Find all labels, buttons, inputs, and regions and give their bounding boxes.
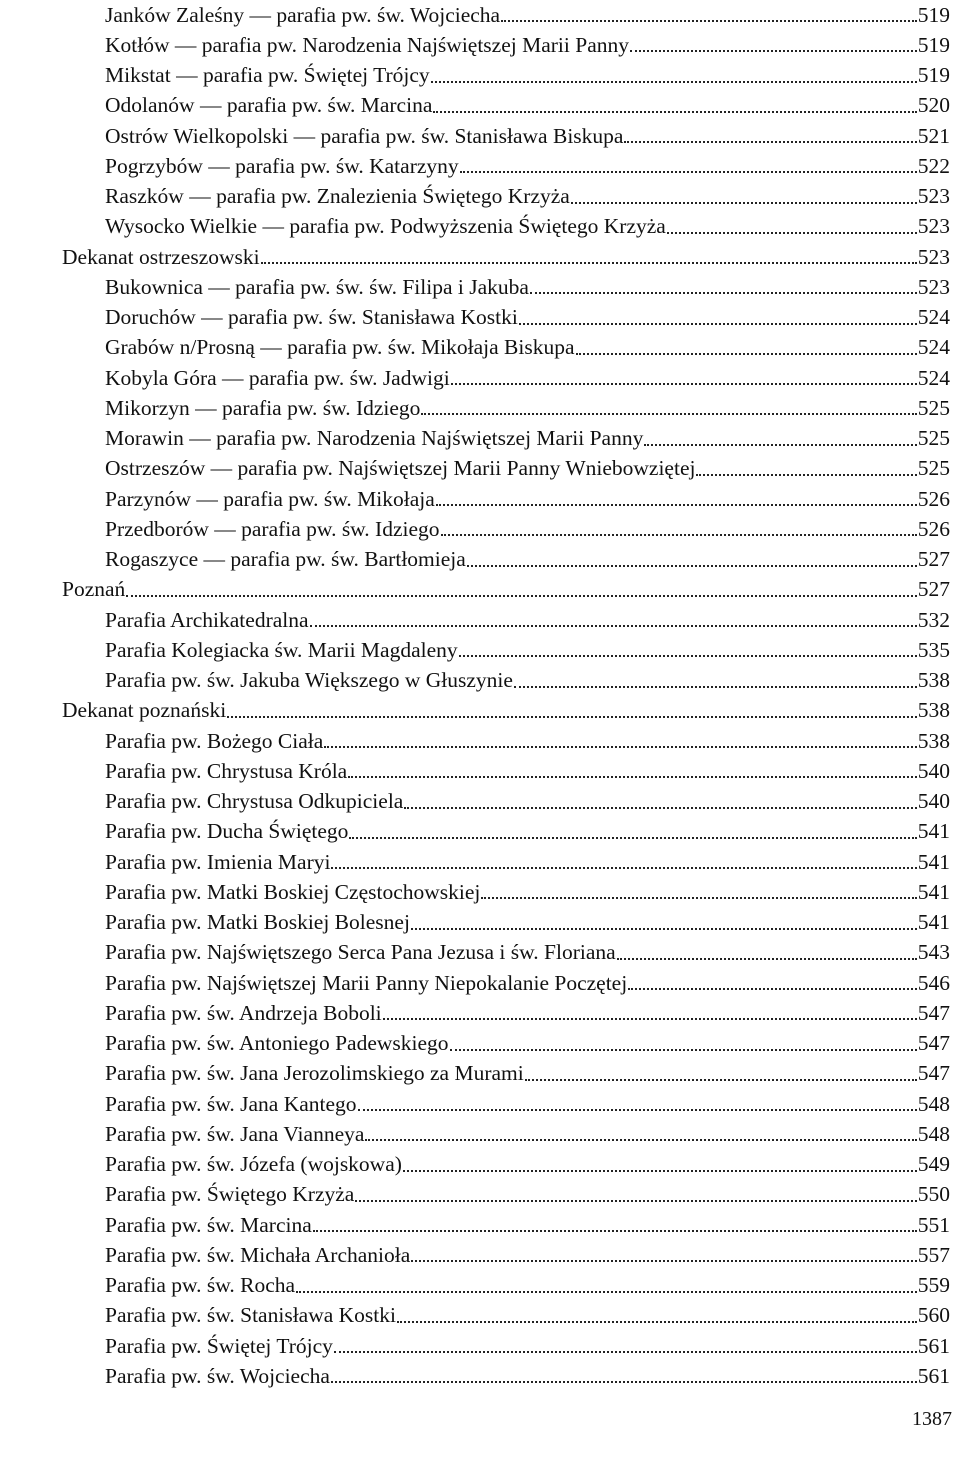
toc-entry-page: 525 [917,395,950,420]
toc-entry-page: 538 [917,698,950,723]
toc-entry-page: 522 [917,153,950,178]
dot-leader [403,1170,917,1172]
toc-entry [62,1206,950,1236]
toc-entry [62,601,950,631]
dot-leader [227,716,917,718]
toc-entry-title: Pogrzybów — parafia pw. św. Katarzyny [105,153,459,178]
toc-entry-title: Grabów n/Prosną — parafia pw. św. Mikołaja Biskupa [105,335,575,360]
dot-leader [460,171,917,173]
toc-entry-title: Rogaszyce — parafia pw. św. Bartłomieja [105,547,466,571]
toc-entry [62,1297,950,1327]
dot-leader [331,1381,917,1383]
toc-entry-title: Parafia Archikatedralna [105,607,309,632]
toc-entry-page: 521 [917,123,950,148]
toc-entry-title: Parafia pw. Bożego Ciała [105,728,324,753]
toc-entry [62,147,950,177]
toc-entry-page: 527 [917,577,950,602]
page-number: 1387 [912,1408,952,1430]
toc-entry-title: Parafia pw. Matki Boskiej Częstochowskiej [105,879,481,904]
toc-entry-page: 547 [917,1000,950,1025]
toc-entry-title: Parafia pw. św. Jana Kantego [105,1091,357,1116]
toc-entry [62,389,950,419]
toc-entry-page: 526 [917,516,950,541]
toc-entry-title: Kotłów — parafia pw. Narodzenia Najświętszej Marii Panny [105,32,629,57]
dot-leader [617,958,917,960]
toc-entry-title: Parafia pw. św. Marcina [105,1212,312,1237]
toc-entry [62,843,950,873]
toc-entry [62,782,950,812]
toc-entry [62,571,950,601]
toc-entry-page: 538 [917,728,950,753]
toc-entry [62,56,950,86]
toc-entry [62,813,950,843]
dot-leader [365,1139,916,1141]
toc-entry [62,540,950,570]
toc-entry [62,994,950,1024]
dot-leader [126,595,916,597]
toc-entry-title: Parafia pw. Najświętszej Marii Panny Niepokalanie Poczętej [105,970,628,995]
toc-entry [62,177,950,207]
toc-entry-title: Parafia pw. św. Józefa (wojskowa) [105,1152,402,1176]
toc-entry-page: 540 [917,789,950,813]
toc-entry-title: Mikstat — parafia pw. Świętej Trójcy [105,63,430,87]
toc-entry-page: 543 [917,940,950,965]
toc-entry [62,87,950,117]
toc-entry-page: 546 [917,970,950,995]
dot-leader [576,353,917,355]
toc-entry-title: Parafia Kolegiacka św. Marii Magdaleny [105,637,458,662]
toc-entry-title: Parafia pw. Chrystusa Odkupiciela [105,789,404,813]
toc-entry-page: 561 [917,1363,950,1388]
toc-entry-page: 535 [917,637,950,662]
dot-leader [630,50,917,52]
dot-leader [355,1200,916,1202]
toc-entry [62,1357,950,1387]
table-of-contents [62,0,950,1387]
dot-leader [349,837,916,839]
dot-leader [624,141,916,143]
toc-entry [62,450,950,480]
dot-leader [433,111,916,113]
toc-entry-page: 547 [917,1031,950,1055]
toc-entry-title: Janków Zaleśny — parafia pw. św. Wojciecha [105,2,501,27]
toc-entry [62,298,950,328]
toc-entry-page: 561 [917,1333,950,1358]
dot-leader [348,776,917,778]
toc-entry [62,873,950,903]
toc-entry-title: Przedborów — parafia pw. św. Idziego [105,516,440,541]
toc-entry-title: Parafia pw. św. Antoniego Padewskiego [105,1031,449,1055]
toc-entry-title: Parafia pw. Imienia Maryi [105,849,331,874]
toc-entry [62,631,950,661]
dot-leader [331,867,916,869]
toc-entry-title: Dekanat poznański [62,698,227,723]
dot-leader [261,262,917,264]
toc-entry-page: 526 [917,486,950,511]
dot-leader [411,928,917,930]
toc-entry-title: Morawin — parafia pw. Narodzenia Najświętszej Marii Panny [105,426,644,450]
toc-entry-page: 541 [917,879,950,904]
toc-entry [62,964,950,994]
toc-entry-page: 532 [917,607,950,632]
dot-leader [525,1079,917,1081]
toc-entry-page: 525 [917,426,950,450]
toc-entry-title: Doruchów — parafia pw. św. Stanisława Kostki [105,305,518,329]
toc-entry [62,722,950,752]
toc-entry-page: 524 [917,365,950,390]
toc-entry-title: Dekanat ostrzeszowski [62,244,260,269]
toc-entry-title: Parafia pw. Ducha Świętego [105,819,349,844]
dot-leader [644,444,916,446]
toc-entry-page: 527 [917,547,950,571]
dot-leader [324,746,916,748]
toc-entry-page: 538 [917,668,950,692]
dot-leader [411,1260,916,1262]
toc-entry-title: Parafia pw. Świętej Trójcy [105,1333,333,1358]
toc-entry-page: 548 [917,1091,950,1116]
toc-entry [62,26,950,56]
toc-entry-page: 541 [917,849,950,874]
toc-entry-title: Kobyla Góra — parafia pw. św. Jadwigi [105,365,450,390]
toc-entry [62,419,950,449]
toc-entry [62,0,950,26]
toc-entry-title: Parafia pw. św. Michała Archanioła [105,1242,411,1267]
toc-entry [62,1266,950,1296]
toc-entry-title: Ostrzeszów — parafia pw. Najświętszej Marii Panny Wniebowziętej [105,456,696,481]
toc-entry-page: 524 [917,305,950,329]
toc-entry-title: Mikorzyn — parafia pw. św. Idziego [105,395,421,420]
toc-entry [62,480,950,510]
toc-entry [62,1024,950,1054]
dot-leader [436,504,917,506]
dot-leader [450,1049,917,1051]
toc-entry-page: 549 [917,1152,950,1176]
dot-leader [431,81,917,83]
toc-entry [62,1176,950,1206]
toc-entry [62,692,950,722]
dot-leader [441,534,917,536]
toc-entry-page: 525 [917,456,950,481]
toc-entry [62,934,950,964]
toc-entry-page: 551 [917,1212,950,1237]
dot-leader [514,686,917,688]
dot-leader [628,988,917,990]
toc-entry-title: Odolanów — parafia pw. św. Marcina [105,93,433,118]
dot-leader [571,202,917,204]
toc-entry-page: 548 [917,1121,950,1146]
toc-entry-title: Parzynów — parafia pw. św. Mikołaja [105,486,435,511]
toc-entry [62,903,950,933]
dot-leader [519,323,917,325]
toc-entry-title: Parafia pw. św. Wojciecha [105,1363,330,1388]
toc-entry-page: 520 [917,93,950,118]
toc-entry-page: 540 [917,758,950,783]
toc-entry-title: Parafia pw. Świętego Krzyża [105,1182,355,1207]
toc-entry-title: Ostrów Wielkopolski — parafia pw. św. Stanisława Biskupa [105,123,624,148]
toc-entry-page: 550 [917,1182,950,1207]
toc-entry-page: 519 [917,2,950,27]
dot-leader [530,292,917,294]
toc-entry [62,510,950,540]
toc-entry [62,752,950,782]
toc-entry-page: 541 [917,819,950,844]
toc-entry-page: 560 [917,1303,950,1328]
toc-entry-title: Parafia pw. św. Jakuba Większego w Głuszynie [105,668,513,692]
toc-entry [62,268,950,298]
dot-leader [397,1321,917,1323]
dot-leader [696,474,916,476]
toc-entry [62,1236,950,1266]
toc-entry-page: 524 [917,335,950,360]
toc-entry-title: Raszków — parafia pw. Znalezienia Świętego Krzyża [105,184,570,208]
toc-entry-title: Parafia pw. Chrystusa Króla [105,758,348,783]
toc-entry-page: 523 [917,244,950,269]
dot-leader [481,897,916,899]
dot-leader [467,565,917,567]
dot-leader [404,807,916,809]
dot-leader [313,1230,917,1232]
dot-leader [310,625,917,627]
toc-entry [62,661,950,691]
toc-entry [62,1327,950,1357]
dot-leader [296,1291,917,1293]
dot-leader [358,1109,917,1111]
toc-entry-page: 559 [917,1273,950,1297]
dot-leader [459,655,917,657]
toc-entry [62,117,950,147]
toc-entry-title: Parafia pw. św. Andrzeja Boboli [105,1000,382,1025]
dot-leader [667,232,917,234]
toc-entry [62,329,950,359]
dot-leader [501,20,917,22]
toc-entry [62,1085,950,1115]
toc-entry [62,1055,950,1085]
toc-entry-title: Parafia pw. św. Jana Jerozolimskiego za Murami [105,1061,524,1086]
toc-entry-page: 547 [917,1061,950,1086]
toc-entry-title: Parafia pw. św. Stanisława Kostki [105,1303,396,1328]
toc-entry-title: Wysocko Wielkie — parafia pw. Podwyższenia Świętego Krzyża [105,214,666,239]
toc-entry-page: 523 [917,214,950,239]
toc-entry [62,1145,950,1175]
toc-entry-title: Poznań [62,577,126,602]
toc-entry-title: Parafia pw. św. Rocha [105,1273,296,1297]
toc-entry-title: Parafia pw. św. Jana Vianneya [105,1121,365,1146]
dot-leader [334,1351,917,1353]
toc-entry [62,1115,950,1145]
toc-entry [62,208,950,238]
toc-entry [62,359,950,389]
toc-entry-page: 557 [917,1242,950,1267]
dot-leader [451,383,917,385]
toc-entry-page: 523 [917,184,950,208]
toc-entry-page: 519 [917,63,950,87]
toc-entry-title: Parafia pw. Matki Boskiej Bolesnej [105,910,410,934]
toc-entry-page: 523 [917,274,950,299]
dot-leader [421,413,916,415]
toc-entry [62,238,950,268]
dot-leader [383,1018,917,1020]
toc-entry-title: Bukownica — parafia pw. św. św. Filipa i Jakuba [105,274,529,299]
toc-entry-page: 541 [917,910,950,934]
toc-entry-title: Parafia pw. Najświętszego Serca Pana Jezusa i św. Floriana [105,940,616,965]
toc-entry-page: 519 [917,32,950,57]
